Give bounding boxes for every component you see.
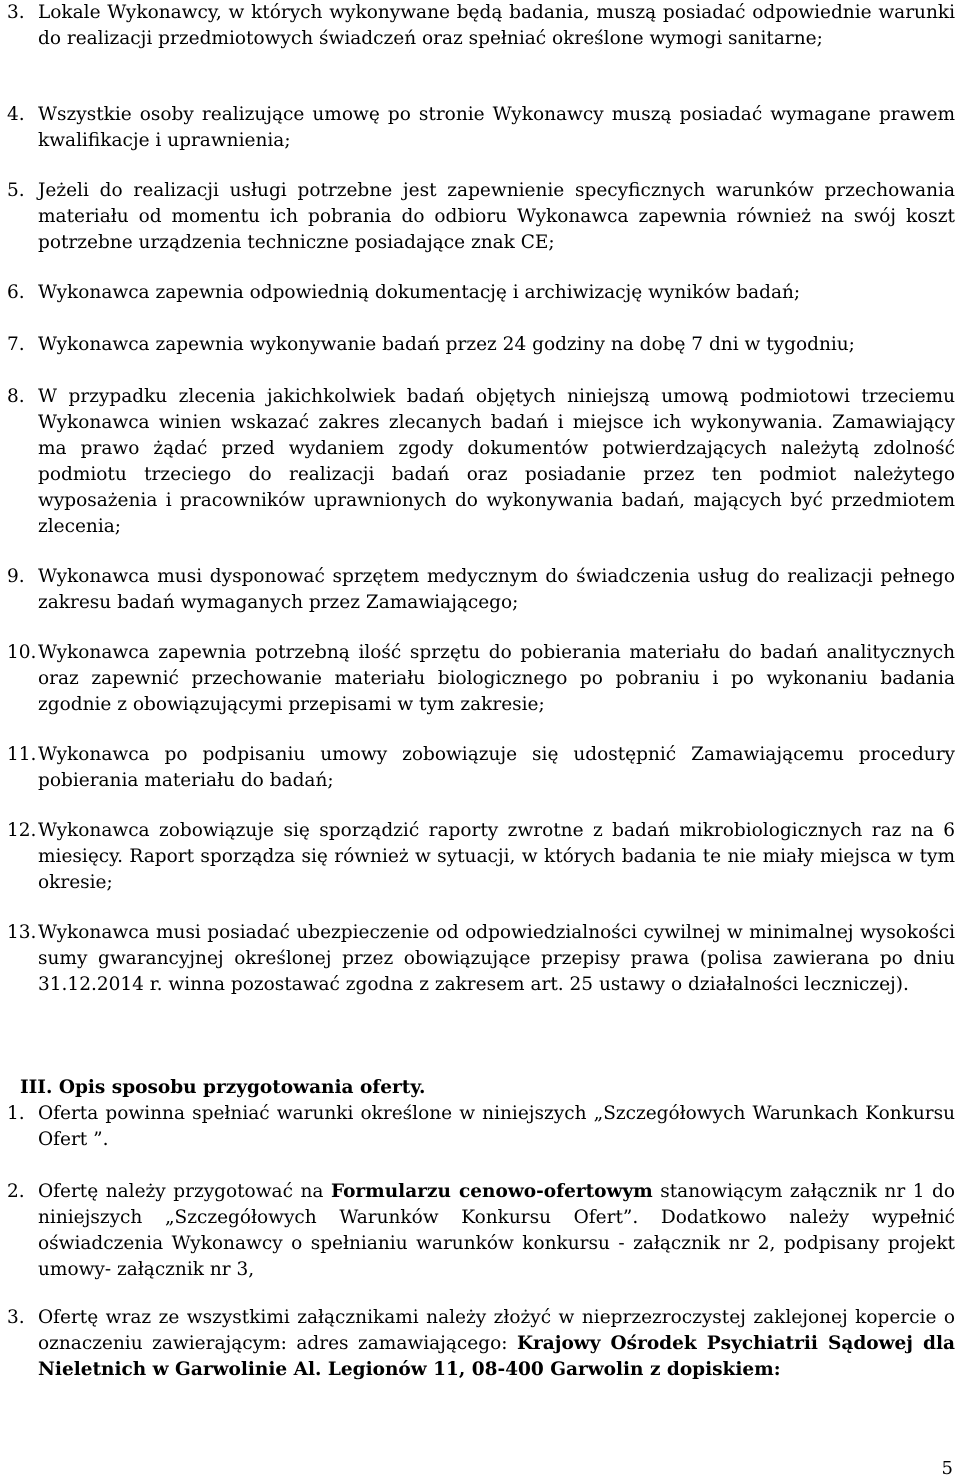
list-item [7,818,955,896]
item-text: Wykonawca zapewnia wykonywanie badań przez 24 godziny na dobę 7 dni w tygodniu; [38,334,855,355]
item-number: 2. [7,1181,25,1202]
item-number: 9. [7,566,25,587]
section-heading: III. Opis sposobu przygotowania oferty. [20,1077,426,1098]
list-item [7,280,955,306]
item-number: 7. [7,334,25,355]
item-number: 6. [7,282,25,303]
item-number: 5. [7,180,25,201]
item-text: Wykonawca zapewnia potrzebną ilość sprzętu do pobierania materiału do badań analitycznych oraz zapewnić przechowanie materiału biologicznego po pobraniu i po wykonaniu badania zgodnie z obowiązującymi przepisami w tym zakresie; [38,642,955,715]
section-paragraph [7,1101,955,1153]
item-text: Wykonawca po podpisaniu umowy zobowiązuje się udostępnić Zamawiającemu procedury pobierania materiału do badań; [38,744,955,791]
item-number: 8. [7,386,25,407]
item-text: Wszystkie osoby realizujące umowę po stronie Wykonawcy muszą posiadać wymagane prawem kwalifikacje i uprawnienia; [38,104,955,151]
list-item [7,564,955,616]
item-text: Oferta powinna spełniać warunki określone w niniejszych „Szczegółowych Warunkach Konkursu Ofert ”. [38,1103,955,1150]
item-text: Wykonawca zobowiązuje się sporządzić raporty zwrotne z badań mikrobiologicznych raz na 6 miesięcy. Raport sporządza się również w sytuacji, w których badania te nie miały miejsca w tym okresie; [38,820,955,893]
bold-text-run: Formularzu cenowo-ofertowym [330,1181,653,1202]
list-item [7,742,955,794]
item-number: 11. [7,744,37,765]
list-item [7,0,955,52]
list-item [7,920,955,998]
item-text [38,1179,955,1283]
section-paragraph [7,1305,955,1383]
list-item [7,102,955,154]
item-number: 1. [7,1103,25,1124]
page-number: 5 [941,1458,953,1479]
item-text: W przypadku zlecenia jakichkolwiek badań objętych niniejszą umową podmiotowi trzeciemu Wykonawca winien wskazać zakres zlecanych badań i miejsce ich wykonywania. Zamawiający ma prawo żądać przed wydaniem zgody dokumentów potwierdzających należytą zdolność podmiotu trzeciego do realizacji badań oraz posiadanie przez ten podmiot należytego wyposażenia i pracowników uprawnionych do wykonywania badań, mających być przedmiotem zlecenia; [38,386,955,537]
list-item [7,640,955,718]
item-number: 10. [7,642,37,663]
item-number: 12. [7,820,37,841]
item-number: 3. [7,1307,25,1328]
list-item [7,178,955,256]
list-item [7,332,955,358]
item-number: 13. [7,922,37,943]
item-text: Jeżeli do realizacji usługi potrzebne jest zapewnienie specyficznych warunków przechowania materiału od momentu ich pobrania do odbioru Wykonawca zapewnia również na swój koszt potrzebne urządzenia techniczne posiadające znak CE; [38,180,955,253]
item-text: Wykonawca musi dysponować sprzętem medycznym do świadczenia usług do realizacji pełnego zakresu badań wymaganych przez Zamawiającego; [38,566,955,613]
item-text: Wykonawca zapewnia odpowiednią dokumentację i archiwizację wyników badań; [38,282,801,303]
text-run: stanowiącym załącznik nr 1 do niniejszych „Szczegółowych Warunków Konkursu Ofert”. Dodatkowo należy wypełnić oświadczenia Wykonawcy o spełnianiu warunków konkursu - załącznik nr 2, podpisany projekt umowy- załącznik nr 3, [38,1181,955,1280]
text-run: Ofertę należy przygotować na [38,1181,331,1202]
text-run: Ofertę wraz ze wszystkimi załącznikami należy złożyć w nieprzezroczystej zaklejonej kopercie o oznaczeniu zawierającym: adres zamawiającego: [38,1307,955,1354]
item-text: Lokale Wykonawcy, w których wykonywane będą badania, muszą posiadać odpowiednie warunki do realizacji przedmiotowych świadczeń oraz spełniać określone wymogi sanitarne; [38,2,955,49]
item-number: 4. [7,104,25,125]
section-paragraph [7,1179,955,1283]
bold-text-run: Krajowy Ośrodek Psychiatrii Sądowej dla Nieletnich w Garwolinie Al. Legionów 11, 08-400 Garwolin z dopiskiem: [38,1333,956,1380]
item-text: Wykonawca musi posiadać ubezpieczenie od odpowiedzialności cywilnej w minimalnej wysokości sumy gwarancyjnej określonej przez obowiązujące przepisy prawa (polisa zawierana po dniu 31.12.2014 r. winna pozostawać zgodna z zakresem art. 25 ustawy o działalności leczniczej). [38,922,955,995]
list-item [7,384,955,540]
item-number: 3. [7,2,25,23]
item-text [38,1305,955,1383]
